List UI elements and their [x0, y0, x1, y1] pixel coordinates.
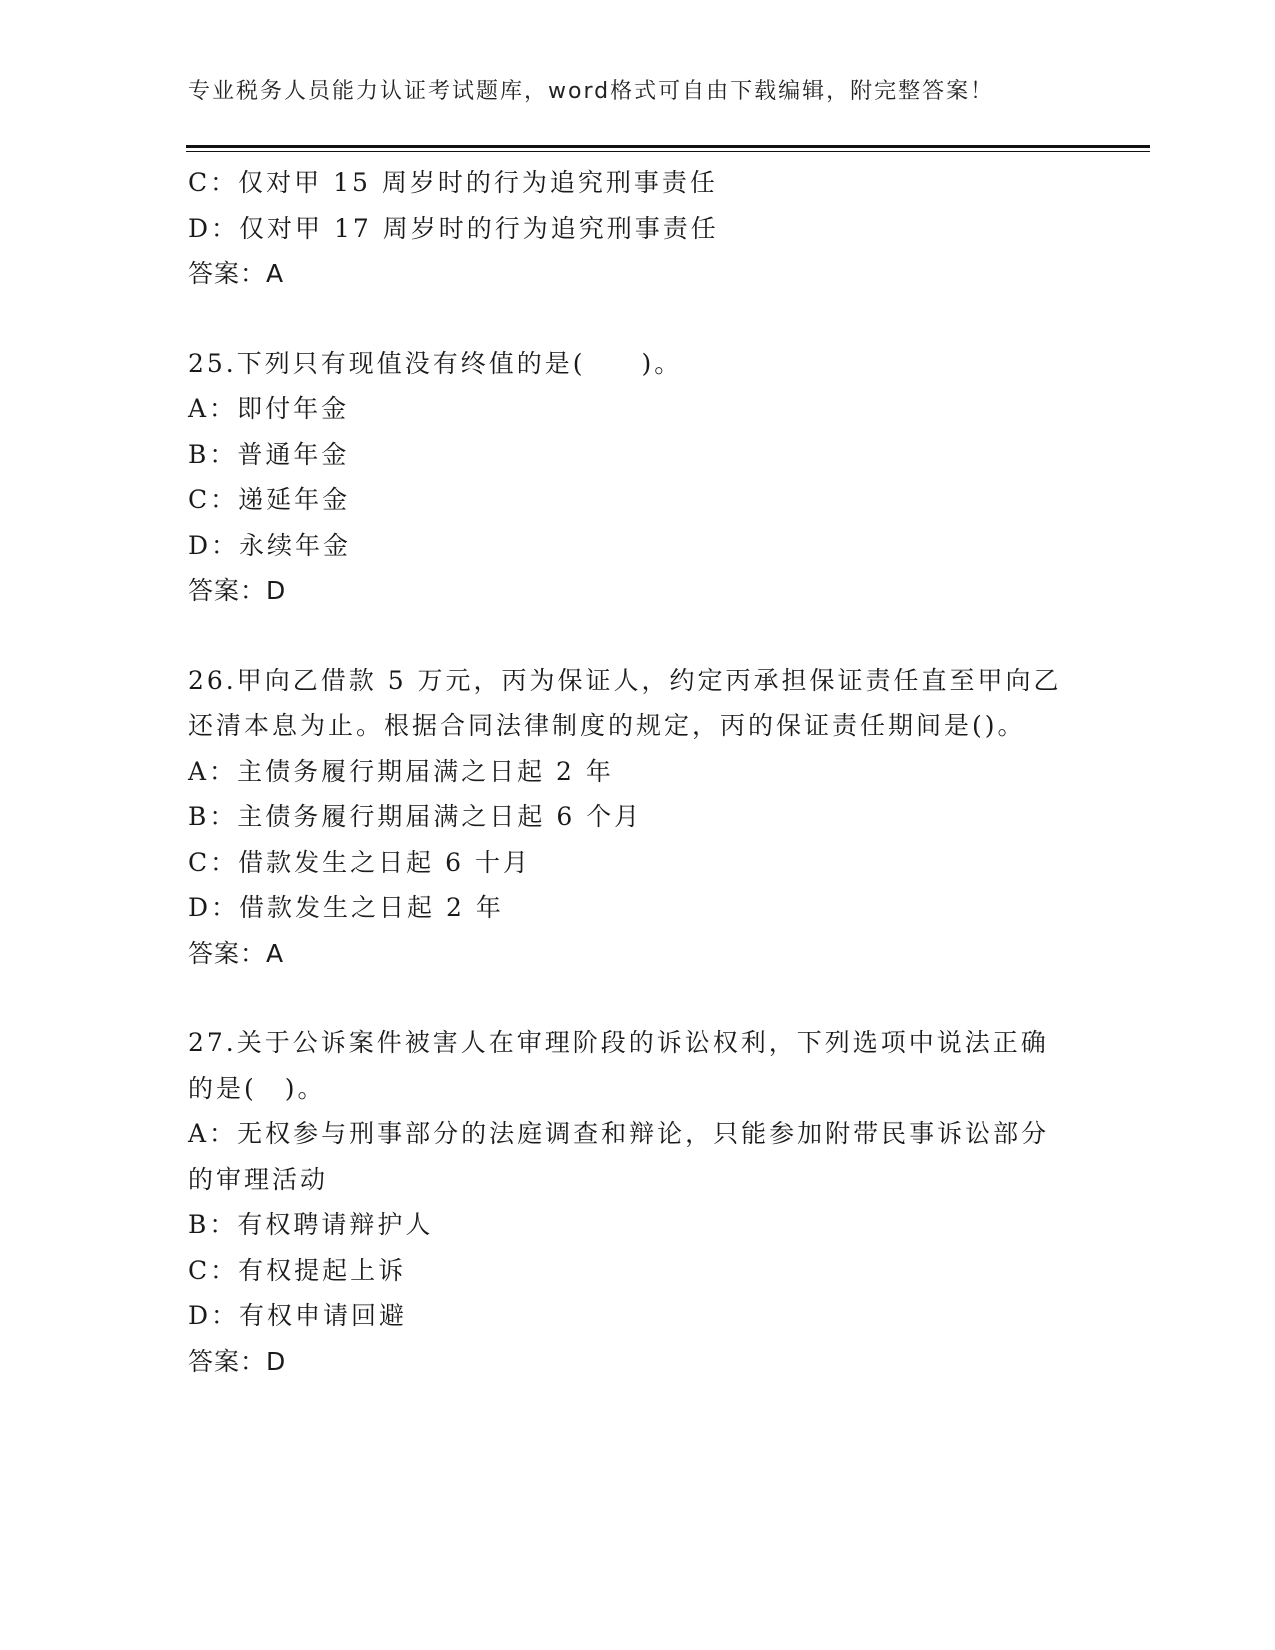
question-stem: 25.下列只有现值没有终值的是( )。 — [188, 348, 683, 378]
option-d: D：永续年金 — [188, 530, 352, 560]
option-a-continued: 的审理活动 — [188, 1164, 329, 1194]
option-b: B：有权聘请辩护人 — [188, 1210, 434, 1239]
question-27 — [188, 1020, 1088, 1384]
option-a: A：即付年金 — [188, 394, 350, 423]
option-b: B：普通年金 — [188, 439, 350, 469]
header-divider-thin — [186, 151, 1150, 152]
question-25 — [188, 341, 1088, 614]
option-c: C：仅对甲 15 周岁时的行为追究刑事责任 — [188, 168, 718, 197]
option-d: D：有权申请回避 — [188, 1301, 408, 1330]
answer: 答案：A — [188, 259, 285, 288]
option-d: D：借款发生之日起 2 年 — [188, 893, 504, 922]
question-26 — [188, 658, 1088, 977]
option-c: C：递延年金 — [188, 485, 351, 514]
option-c: C：有权提起上诉 — [188, 1255, 407, 1285]
answer: 答案：D — [188, 576, 287, 605]
question-stem: 26.甲向乙借款 5 万元，丙为保证人，约定丙承担保证责任直至甲向乙 — [188, 665, 1062, 695]
answer: 答案：D — [188, 1346, 287, 1376]
option-d: D：仅对甲 17 周岁时的行为追究刑事责任 — [188, 213, 719, 243]
question-stem-continued: 还清本息为止。根据合同法律制度的规定，丙的保证责任期间是()。 — [188, 711, 1026, 740]
option-a: A：无权参与刑事部分的法庭调查和辩论，只能参加附带民事诉讼部分 — [188, 1119, 1050, 1148]
partial-question — [188, 160, 1088, 297]
question-stem: 27.关于公诉案件被害人在审理阶段的诉讼权利，下列选项中说法正确 — [188, 1028, 1049, 1057]
page-header: 专业税务人员能力认证考试题库，word格式可自由下载编辑，附完整答案！ — [188, 79, 995, 104]
question-stem-continued: 的是( )。 — [188, 1073, 326, 1103]
option-c: C：借款发生之日起 6 十月 — [188, 847, 531, 877]
answer: 答案：A — [188, 938, 285, 968]
question-content — [188, 160, 1088, 1384]
option-b: B：主债务履行期届满之日起 6 个月 — [188, 802, 643, 831]
option-a: A：主债务履行期届满之日起 2 年 — [188, 756, 614, 786]
header-divider — [186, 145, 1150, 148]
